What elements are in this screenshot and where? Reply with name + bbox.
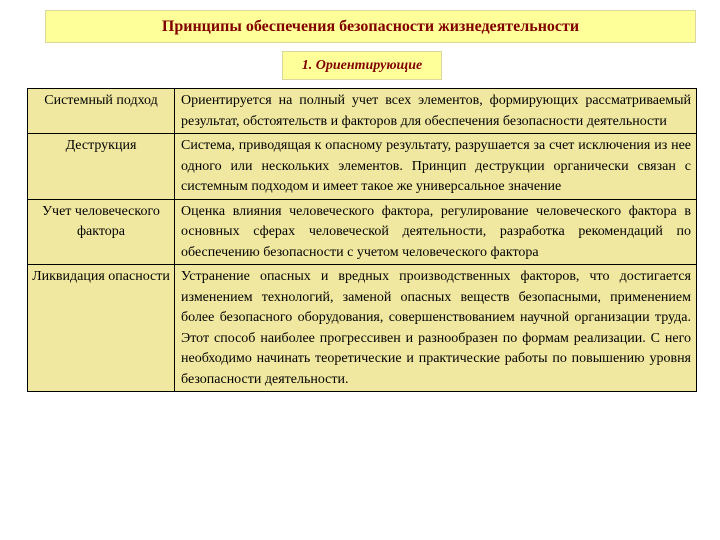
table-row: [28, 134, 697, 200]
table-row: [28, 199, 697, 265]
table-row: [28, 89, 697, 134]
principles-table: [27, 88, 697, 392]
principle-name: Деструкция: [28, 134, 175, 200]
principle-description: Ориентируется на полный учет всех элементов, формирующих рассматриваемый результат, обстоятельств и факторов для обеспечения безопасности деятельности: [175, 89, 697, 134]
section-subtitle: 1. Ориентирующие: [301, 57, 423, 73]
principle-description: Система, приводящая к опасному результату, разрушается за счет исключения из нее одного или нескольких элементов. Принцип деструкции органически связан с системным подходом и имеет такое же универсальное значение: [175, 134, 697, 200]
page-title-banner: [45, 10, 696, 43]
principle-name: Учет человеческого фактора: [28, 199, 175, 265]
table-row: [28, 265, 697, 392]
section-subtitle-banner: [282, 51, 442, 80]
principle-description: Устранение опасных и вредных производственных факторов, что достигается изменением технологий, заменой опасных веществ безопасными, применением более безопасного оборудования, совершенствованием научной организации труда. Этот способ наиболее прогрессивен и разнообразен по формам реализации. С него необходимо начинать теоретические и практические работы по повышению уровня безопасности деятельности.: [175, 265, 697, 392]
page-title: Принципы обеспечения безопасности жизнедеятельности: [161, 17, 580, 35]
principle-name: Системный подход: [28, 89, 175, 134]
principle-name: Ликвидация опасности: [28, 265, 175, 392]
principle-description: Оценка влияния человеческого фактора, регулирование человеческого фактора в основных сферах человеческой деятельности, разработка рекомендаций по обеспечению безопасности с учетом человеческого фактора: [175, 199, 697, 265]
